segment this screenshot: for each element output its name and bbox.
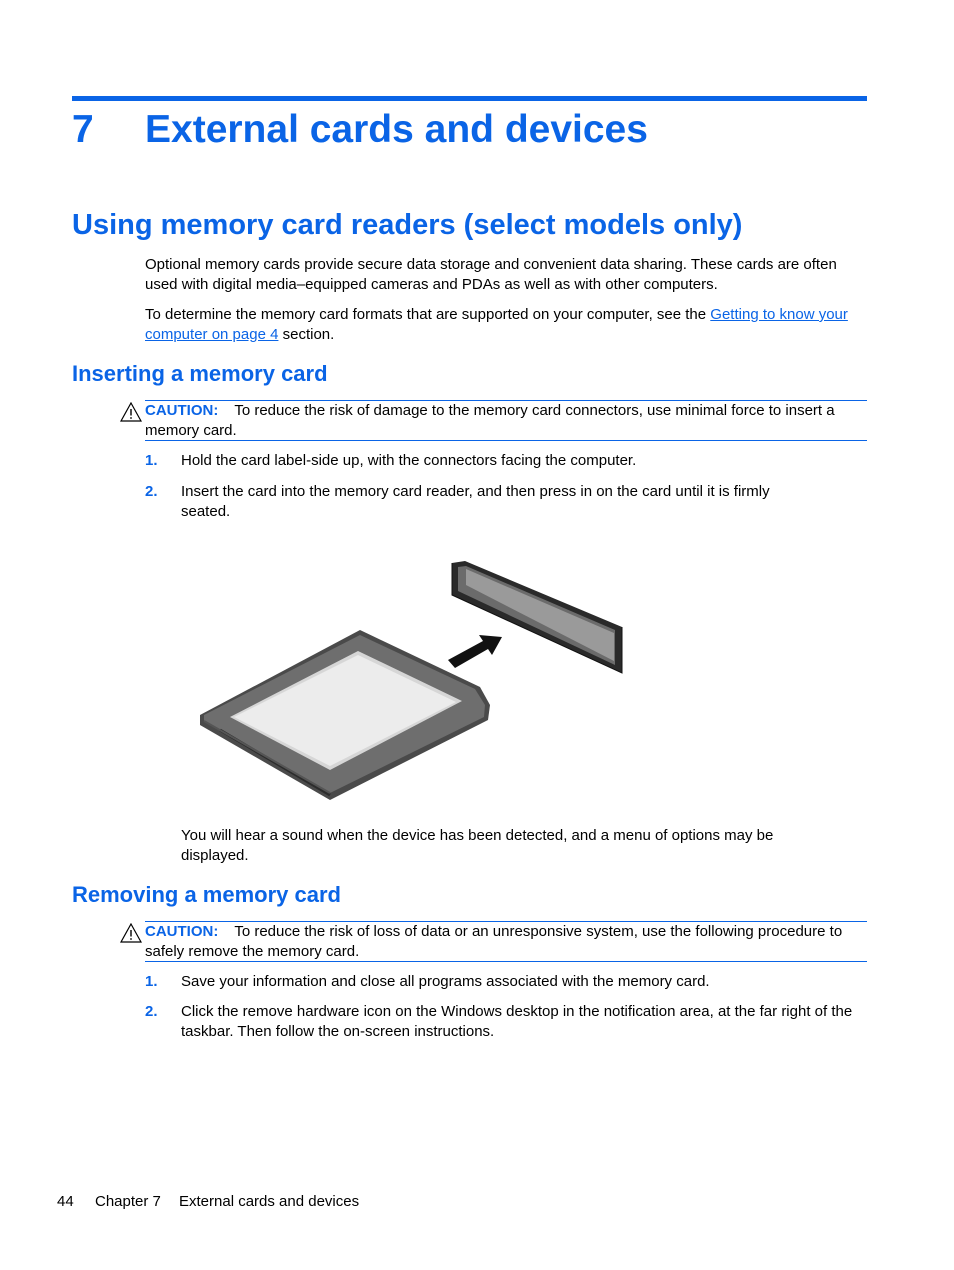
inserting-title: Inserting a memory card [72, 361, 328, 386]
after-insert-text: You will hear a sound when the device has been detected, and a menu of options may be displayed. [181, 827, 774, 864]
step-text: Insert the card into the memory card reader, and then press in on the card until it is firmly seated. [181, 483, 770, 520]
chapter-title: External cards and devices [145, 108, 648, 151]
warning-icon [120, 923, 142, 948]
formats-prefix: To determine the memory card formats that are supported on your computer, see the [145, 306, 711, 323]
footer-chapter-label: Chapter 7 [95, 1193, 161, 1210]
insert-arrow [448, 635, 502, 668]
step-number: 2. [145, 483, 158, 500]
formats-paragraph [145, 305, 867, 344]
step-text: Hold the card label-side up, with the connectors facing the computer. [181, 452, 637, 469]
caution-text: To reduce the risk of damage to the memory card connectors, use minimal force to insert a memory card. [145, 402, 835, 439]
chapter-number: 7 [72, 108, 94, 151]
inserting-caution [145, 400, 867, 441]
section-title: Using memory card readers (select models only) [72, 209, 743, 241]
step-number: 2. [145, 1003, 158, 1020]
footer-chapter-title: External cards and devices [179, 1193, 360, 1210]
getting-to-know-link[interactable]: Getting to know your computer on page 4 [145, 306, 848, 343]
chapter-rule [72, 96, 867, 101]
step-number: 1. [145, 973, 158, 990]
step-number: 1. [145, 452, 158, 469]
memory-card-illustration [190, 555, 640, 810]
caution-text: To reduce the risk of loss of data or an unresponsive system, use the following procedure to safely remove the memory card. [145, 923, 843, 960]
removing-caution [145, 921, 867, 962]
caution-label: CAUTION: [145, 402, 219, 419]
intro-paragraph: Optional memory cards provide secure data storage and convenient data sharing. These cards are often used with digital media–equipped cameras and PDAs as well as with other computers. [145, 256, 837, 293]
sd-card [200, 630, 490, 800]
caution-label: CAUTION: [145, 923, 219, 940]
step-text: Save your information and close all programs associated with the memory card. [181, 973, 710, 990]
step-text: Click the remove hardware icon on the Windows desktop in the notification area, at the far right of the taskbar. Then follow the on-screen instructions. [181, 1003, 853, 1040]
formats-suffix: section. [278, 325, 335, 343]
card-reader-slot [452, 561, 622, 673]
page-number: 44 [57, 1193, 74, 1210]
removing-title: Removing a memory card [72, 882, 341, 907]
warning-icon [120, 402, 142, 427]
